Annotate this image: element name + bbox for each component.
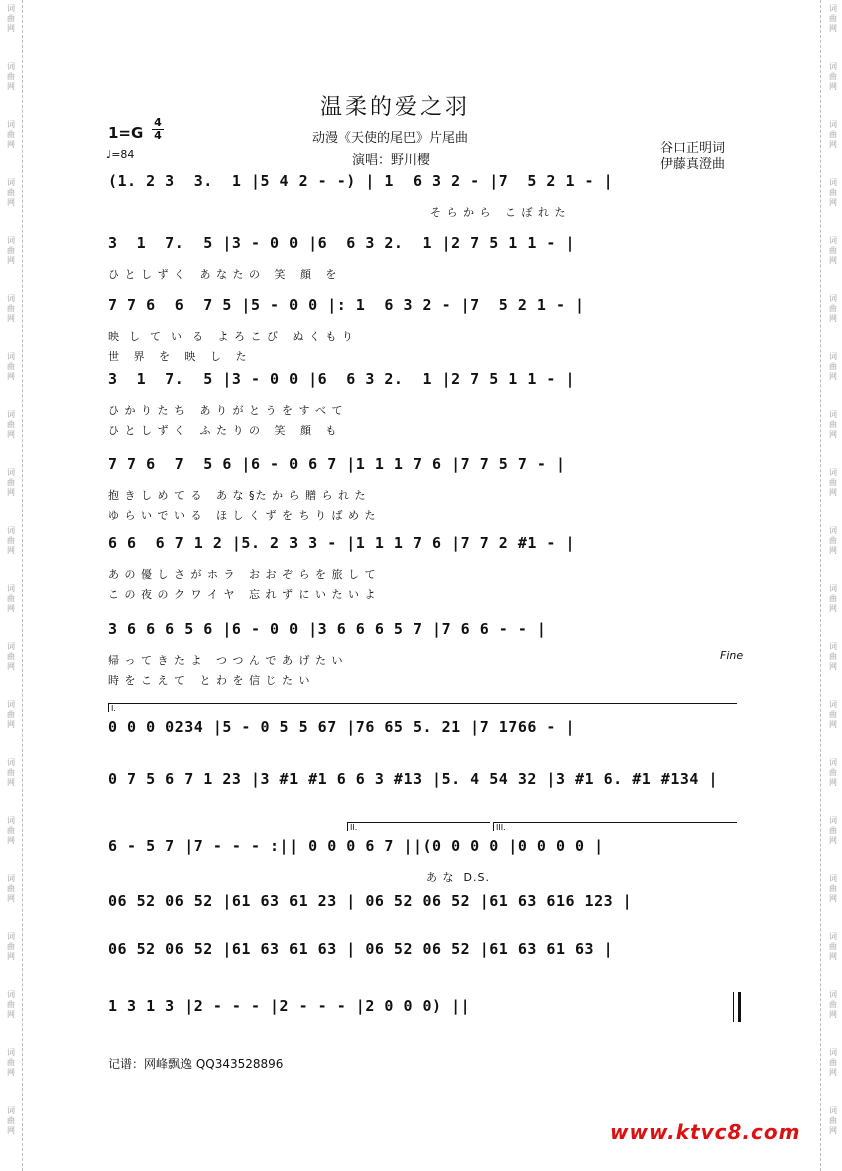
watermark-text: 词 曲 网 xyxy=(829,1106,837,1135)
watermark-text: 词 曲 网 xyxy=(7,526,15,555)
lyric-line: ひ と し ず く あ な た の 笑 顔 を xyxy=(108,268,338,281)
left-watermark-strip xyxy=(0,0,23,1171)
watermark-text: 词 曲 网 xyxy=(7,700,15,729)
watermark-text: 词 曲 网 xyxy=(829,120,837,149)
lyric-line: そ ら か ら こ ぼ れ た xyxy=(430,206,567,219)
watermark-text: 词 曲 网 xyxy=(829,584,837,613)
note-line: 6 - 5 7 |7 - - - :|| 0 0 0 6 7 ||(0 0 0 0 |0 0 0 0 | xyxy=(108,837,604,855)
watermark-text: 词 曲 网 xyxy=(829,932,837,961)
lyric-line: 時 を こ え て と わ を 信 じ た い xyxy=(108,674,311,687)
watermark-text: 词 曲 网 xyxy=(7,4,15,33)
lyric-line: あ な D.S. xyxy=(426,871,490,884)
watermark-text: 词 曲 网 xyxy=(829,990,837,1019)
lyric-line: あ の 優 し さ が ホ ラ お お ぞ ら を 旅 し て xyxy=(108,568,377,581)
note-line: 3 1 7. 5 |3 - 0 0 |6 6 3 2. 1 |2 7 5 1 1 - | xyxy=(108,370,576,388)
right-watermark-strip xyxy=(820,0,842,1171)
watermark-text: 词 曲 网 xyxy=(829,642,837,671)
watermark-text: 词 曲 网 xyxy=(7,468,15,497)
volta-1 xyxy=(108,703,737,712)
subtitle: 动漫《天使的尾巴》片尾曲 xyxy=(312,131,469,146)
watermark-text: 词 曲 网 xyxy=(829,178,837,207)
note-line: 3 1 7. 5 |3 - 0 0 |6 6 3 2. 1 |2 7 5 1 1 - | xyxy=(108,234,576,252)
lyric-line: こ の 夜 の ク ワ イ ヤ 忘 れ ず に い た い よ xyxy=(108,588,377,601)
song-title: 温柔的爱之羽 xyxy=(320,95,471,120)
watermark-text: 词 曲 网 xyxy=(7,352,15,381)
lyric-line: ゆ ら い で い る ほ し く ず を ち り ば め た xyxy=(108,509,377,522)
note-line: 06 52 06 52 |61 63 61 63 | 06 52 06 52 |61 63 61 63 | xyxy=(108,940,614,958)
watermark-text: 词 曲 网 xyxy=(7,1048,15,1077)
volta-1-label: I. xyxy=(111,704,116,713)
lyric-line: 抱 き し め て る あ な §た か ら 贈 ら れ た xyxy=(108,489,367,502)
score-row xyxy=(108,534,740,564)
score-row xyxy=(108,770,740,800)
watermark-text: 词 曲 网 xyxy=(829,352,837,381)
lyricist-credit: 谷口正明词 xyxy=(660,141,726,156)
watermark-text: 词 曲 网 xyxy=(7,816,15,845)
watermark-text: 词 曲 网 xyxy=(7,758,15,787)
note-line: 06 52 06 52 |61 63 61 23 | 06 52 06 52 |61 63 616 123 | xyxy=(108,892,633,910)
volta-3 xyxy=(493,822,737,831)
note-line: 7 7 6 6 7 5 |5 - 0 0 |: 1 6 3 2 - |7 5 2 1 - | xyxy=(108,296,585,314)
score-row xyxy=(108,370,740,400)
watermark-text: 词 曲 网 xyxy=(829,294,837,323)
watermark-text: 词 曲 网 xyxy=(829,874,837,903)
score-row xyxy=(108,620,740,650)
meter-bottom: 4 xyxy=(154,129,162,142)
volta-3-label: III. xyxy=(496,823,506,832)
watermark-text: 词 曲 网 xyxy=(7,410,15,439)
watermark-text: 词 曲 网 xyxy=(829,700,837,729)
score-row xyxy=(108,234,740,264)
note-line: 3 6 6 6 5 6 |6 - 0 0 |3 6 6 6 5 7 |7 6 6 - - | xyxy=(108,620,547,638)
watermark-text: 词 曲 网 xyxy=(829,410,837,439)
volta-2 xyxy=(347,822,490,831)
note-line: (1. 2 3 3. 1 |5 4 2 - -) | 1 6 3 2 - |7 5 2 1 - | xyxy=(108,172,614,190)
note-line: 0 7 5 6 7 1 23 |3 #1 #1 6 6 3 #13 |5. 4 54 32 |3 #1 6. #1 #134 | xyxy=(108,770,718,788)
note-line: 6 6 6 7 1 2 |5. 2 3 3 - |1 1 1 7 6 |7 7 2 #1 - | xyxy=(108,534,576,552)
note-line: 0 0 0 0234 |5 - 0 5 5 67 |76 65 5. 21 |7 1766 - | xyxy=(108,718,576,736)
watermark-text: 词 曲 网 xyxy=(829,236,837,265)
note-line: 7 7 6 7 5 6 |6 - 0 6 7 |1 1 1 7 6 |7 7 5 7 - | xyxy=(108,455,566,473)
score-row xyxy=(108,892,740,922)
score-row xyxy=(108,718,740,748)
watermark-text: 词 曲 网 xyxy=(7,294,15,323)
time-signature xyxy=(152,117,164,142)
final-barline xyxy=(733,992,741,1022)
watermark-text: 词 曲 网 xyxy=(7,178,15,207)
tempo-mark: ♩=84 xyxy=(106,148,135,161)
watermark-text: 词 曲 网 xyxy=(829,62,837,91)
lyric-line: ひ と し ず く ふ た り の 笑 顔 も xyxy=(108,424,338,437)
note-line: 1 3 1 3 |2 - - - |2 - - - |2 0 0 0) || xyxy=(108,997,471,1015)
watermark-text: 词 曲 网 xyxy=(829,4,837,33)
score-row xyxy=(108,172,740,202)
watermark-text: 词 曲 网 xyxy=(7,120,15,149)
singer: 演唱：野川樱 xyxy=(352,153,431,168)
lyric-line: 世 界 を 映 し た xyxy=(108,350,248,363)
watermark-text: 词 曲 网 xyxy=(7,584,15,613)
score-row xyxy=(108,455,740,485)
watermark-text: 词 曲 网 xyxy=(7,932,15,961)
fine-mark: Fine xyxy=(720,649,744,662)
watermark-text: 词 曲 网 xyxy=(829,1048,837,1077)
watermark-text: 词 曲 网 xyxy=(829,758,837,787)
site-logo xyxy=(610,1120,800,1144)
watermark-text: 词 曲 网 xyxy=(7,1106,15,1135)
volta-2-label: II. xyxy=(350,823,358,832)
watermark-text: 词 曲 网 xyxy=(7,62,15,91)
watermark-text: 词 曲 网 xyxy=(7,874,15,903)
score-row xyxy=(108,837,740,867)
lyric-line: 映 し て い る よ ろ こ び ぬ く も り xyxy=(108,330,354,343)
site-logo-text: www.ktvc8.com xyxy=(610,1120,801,1144)
lyric-line: 帰 っ て き た よ つ つ ん で あ げ た い xyxy=(108,654,344,667)
watermark-text: 词 曲 网 xyxy=(7,236,15,265)
composer-credit: 伊藤真澄曲 xyxy=(660,157,726,172)
score-row xyxy=(108,997,740,1027)
watermark-text: 词 曲 网 xyxy=(829,526,837,555)
watermark-text: 词 曲 网 xyxy=(829,816,837,845)
score-row xyxy=(108,296,740,326)
meter-top: 4 xyxy=(154,116,162,129)
transcriber-credit: 记谱：网峰飘逸 QQ343528896 xyxy=(108,1057,284,1071)
score-row xyxy=(108,940,740,970)
watermark-text: 词 曲 网 xyxy=(829,468,837,497)
watermark-text: 词 曲 网 xyxy=(7,990,15,1019)
lyric-line: ひ か り た ち あ り が と う を す べ て xyxy=(108,404,344,417)
key-signature: 1=G xyxy=(108,124,144,142)
watermark-text: 词 曲 网 xyxy=(7,642,15,671)
